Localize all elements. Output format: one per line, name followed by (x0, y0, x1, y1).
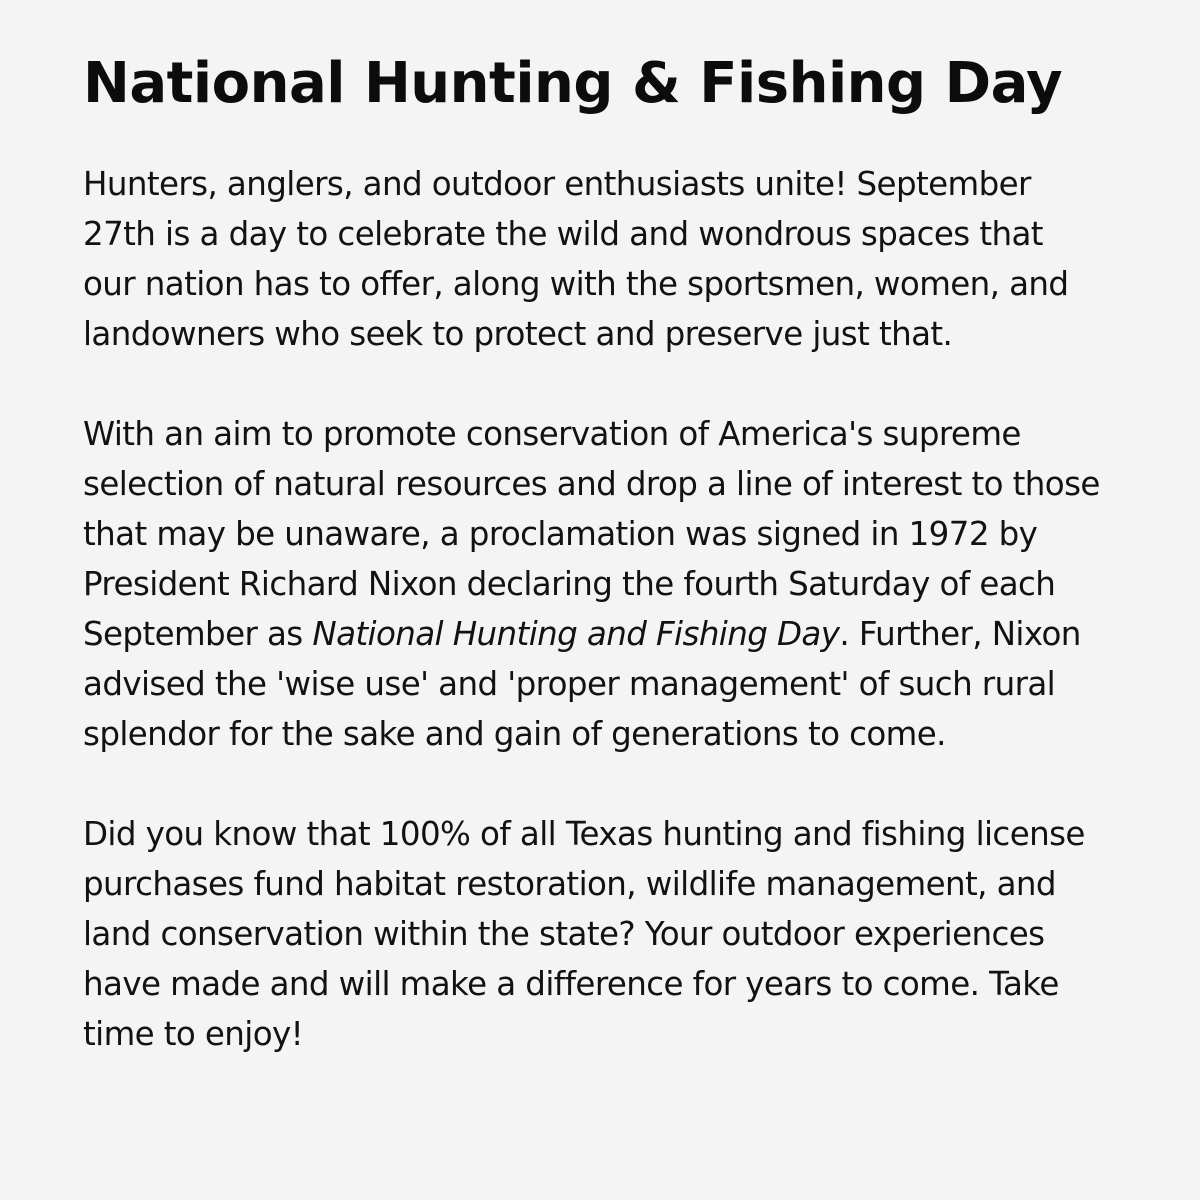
paragraph-history (83, 409, 1100, 759)
paragraph-history-text-start: With an aim to promote conservation of America's supreme selection of natural resources and drop a line of interest to those that may be unaware, a proclamation was signed in 1972 by President Richard Nixon declaring the fourth Saturday of each September as (83, 415, 1100, 653)
paragraph-history-italic-name: National Hunting and Fishing Day (312, 615, 840, 653)
paragraph-intro: Hunters, anglers, and outdoor enthusiasts unite! September 27th is a day to celebrate the wild and wondrous spaces that our nation has to offer, along with the sportsmen, women, and landowners who seek to protect and preserve just that. (83, 165, 1069, 353)
paragraph-history-text-end: . Further, Nixon advised the 'wise use' and 'proper management' of such rural splendor for the sake and gain of generations to come. (83, 615, 1081, 753)
page-title: National Hunting & Fishing Day (83, 51, 1063, 116)
paragraph-texas-fact: Did you know that 100% of all Texas hunting and fishing license purchases fund habitat restoration, wildlife management, and land conservation within the state? Your outdoor experiences have made and will make a difference for years to come. Take time to enjoy! (83, 815, 1085, 1053)
